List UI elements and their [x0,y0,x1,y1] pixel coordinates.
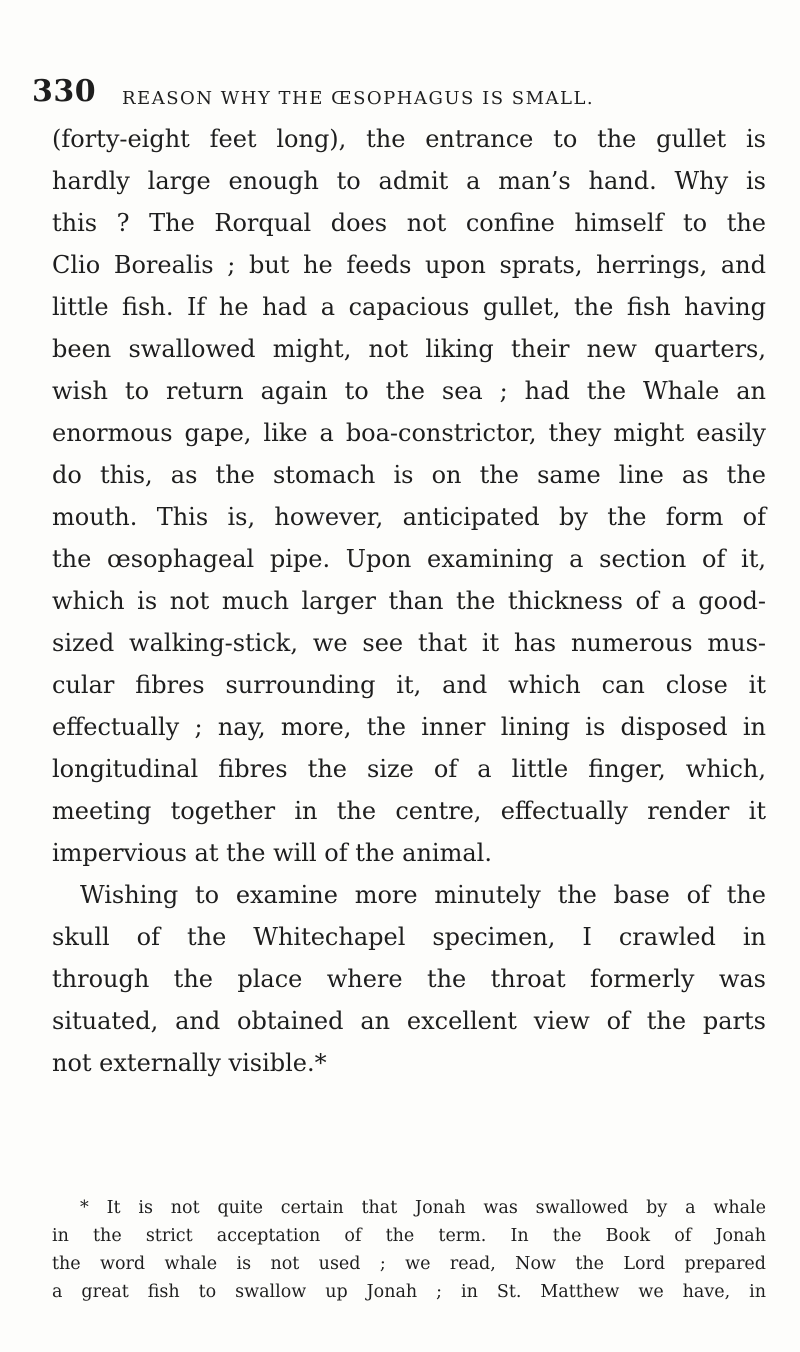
text-line: skull of the Whitechapel specimen, I crawled in [52,923,766,951]
text-line: mouth. This is, however, anticipated by the form of [52,503,766,531]
text-line: little fish. If he had a capacious gullet, the fish having [52,293,766,321]
running-head [32,74,772,114]
text-line: wish to return again to the sea ; had the Whale an [52,377,766,405]
text-line: (forty-eight feet long), the entrance to the gullet is [52,125,766,153]
text-line: meeting together in the centre, effectually render it [52,797,766,825]
text-line: impervious at the will of the animal. [52,839,492,867]
text-line: effectually ; nay, more, the inner lining is disposed in [52,713,766,741]
text-line: which is not much larger than the thickness of a good- [52,587,766,615]
text-line: not externally visible.* [52,1049,327,1077]
footnote-line: a great fish to swallow up Jonah ; in St. Matthew we have, in [52,1282,766,1302]
text-line: situated, and obtained an excellent view of the parts [52,1007,766,1035]
text-line: this ? The Rorqual does not confine himself to the [52,209,766,237]
footnote-line: in the strict acceptation of the term. In the Book of Jonah [52,1226,766,1246]
text-line: the œsophageal pipe. Upon examining a section of it, [52,545,766,573]
footnote-line: * It is not quite certain that Jonah was swallowed by a whale [80,1198,766,1218]
page-number: 330 [32,74,97,109]
text-line: been swallowed might, not liking their new quarters, [52,335,766,363]
text-line: enormous gape, like a boa-constrictor, they might easily [52,419,766,447]
text-line: sized walking-stick, we see that it has numerous mus- [52,629,766,657]
footnote [52,1194,766,1306]
text-line: longitudinal fibres the size of a little finger, which, [52,755,766,783]
text-line: Wishing to examine more minutely the base of the [80,881,766,909]
text-line: through the place where the throat formerly was [52,965,766,993]
text-line: Clio Borealis ; but he feeds upon sprats, herrings, and [52,251,766,279]
running-title: REASON WHY THE ŒSOPHAGUS IS SMALL. [122,88,595,109]
body-text [52,118,766,1084]
text-line: do this, as the stomach is on the same line as the [52,461,766,489]
text-line: cular fibres surrounding it, and which can close it [52,671,766,699]
footnote-line: the word whale is not used ; we read, Now the Lord prepared [52,1254,766,1274]
text-line: hardly large enough to admit a man’s hand. Why is [52,167,766,195]
